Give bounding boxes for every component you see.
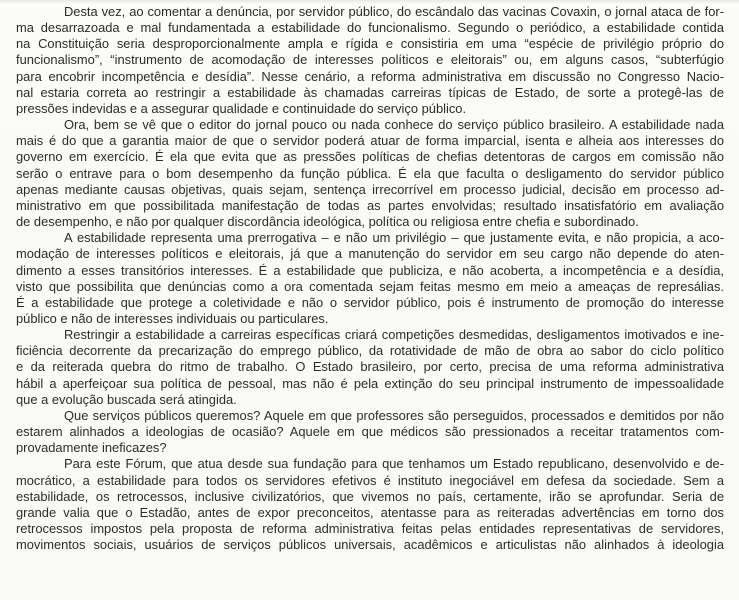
article-paragraph [16,408,724,456]
paragraph-line: mocrático, a estabilidade para todos os servidores efetivos é instituto inegociável em defesa da sociedade. Sem a [16,472,724,488]
paragraph-line: de desempenho, e não por qualquer discordância ideológica, política ou religiosa entre chefia e subordinado. [16,214,639,230]
article-paragraph [16,456,724,553]
article-paragraph [16,117,724,230]
article-paragraph [16,327,724,408]
paragraph-line: que a evolução buscada será atingida. [16,391,237,407]
paragraph-line: Que serviços públicos queremos? Aquele em que professores são perseguidos, processados e demitidos por não [64,407,724,423]
paragraph-line: estabilidade, os retrocessos, inclusive civilizatórios, que vivemos no país, certamente, irão se aprofundar. Seria de [16,488,724,504]
article-body [16,4,724,553]
paragraph-line: Ora, bem se vê que o editor do jornal pouco ou nada conhece do serviço público brasileiro. A estabilidade nada [64,117,724,133]
paragraph-line: modação de interesses políticos e eleitorais, já que a manutenção do servidor em seu cargo não depende do aten- [16,246,724,262]
paragraph-line: Desta vez, ao comentar a denúncia, por servidor público, do escândalo das vacinas Covaxin, o jornal ataca de for- [64,4,724,19]
paragraph-line: governo em exercício. É ela que evita que as pressões políticas de chefias detentoras de cargos em comissão não [16,149,724,165]
paragraph-line: grande valia que o Estadão, antes de expor preconceitos, atentasse para as reiteradas advertências em torno dos [16,504,724,520]
paragraph-line: pressões indevidas e a assegurar qualidade e continuidade do serviço público. [16,100,467,116]
paragraph-line: movimentos sociais, usuários de serviços públicos universais, acadêmicos e articulistas não alinhados à ideologia [16,537,724,553]
paragraph-line: estarem alinhados a ideologias de ocasião? Aquele em que médicos são pressionados a receitar tratamentos com- [16,424,724,440]
article-paragraph [16,4,724,117]
paragraph-line: para encobrir incompetência e desídia”. Nesse cenário, a reforma administrativa em discussão no Congresso Nacio- [16,68,724,84]
paragraph-line: visto que possibilita que denúncias como a ora comentada sejam feitas mesmo em meio a ameaças de represálias. [16,278,724,294]
paragraph-line: É a estabilidade que protege a coletividade e não o servidor público, pois é instrumento de promoção do interesse [16,294,724,310]
paragraph-line: ministrativo em que possibilitada manifestação de todas as partes envolvidas; resultado insatisfatório em avaliação [16,197,724,213]
paragraph-line: e da reiterada quebra do ritmo de trabalho. O Estado brasileiro, por certo, precisa de uma reforma administrativa [16,359,724,375]
paragraph-line: público e não de interesses individuais ou particulares. [16,310,329,326]
paragraph-line: hábil a aperfeiçoar sua política de pessoal, mas não é pela extinção do seu principal instrumento de impessoalidade [16,375,724,391]
paragraph-line: apenas mediante causas objetivas, quais sejam, sentença irrecorrível em processo judicial, decisão em processo ad- [16,181,724,197]
paragraph-line: Para este Fórum, que atua desde sua fundação para que tenhamos um Estado republicano, desenvolvido e de- [64,456,724,472]
paragraph-line: retrocessos impostos pela proposta de reforma administrativa feitas pelas entidades representativas de servidores, [16,521,724,536]
paragraph-line: Restringir a estabilidade a carreiras específicas criará competições desmedidas, desligamentos imotivados e ine- [64,327,724,343]
paragraph-line: mais é do que a garantia maior de que o servidor poderá atuar de forma imparcial, isenta e alheia aos interesses do [16,133,724,149]
paragraph-line: A estabilidade representa uma prerrogativa – e não um privilégio – que justamente evita, e não propicia, a aco- [64,230,724,246]
paragraph-line: na Constituição seria desproporcionalmente ampla e rígida e consistiria em uma “espécie de privilégio próprio do [16,36,724,52]
article-paragraph [16,230,724,327]
paragraph-line: ficiência decorrente da precarização do emprego público, da rotatividade de mão de obra ao sabor do ciclo político [16,343,724,359]
paragraph-line: funcionalismo”, “instrumento de acomodação de interesses políticos e eleitorais” ou, em alguns casos, “subterfúgio [16,52,724,68]
paragraph-line: nal estaria correta ao restringir a estabilidade às chamadas carreiras típicas de Estado, de sorte a protegê-las de [16,84,724,100]
paragraph-line: ma desarrazoada e mal fundamentada a estabilidade do funcionalismo. Segundo o periódico, a estabilidade contida [16,20,724,36]
paragraph-line: serão o entrave para o bom desempenho da função pública. É ela que faculta o desligamento do servidor público [16,165,724,181]
paragraph-line: dimento a esses transitórios interesses. É a estabilidade que publiciza, e não acoberta, a incompetência e a desídia, [16,262,724,278]
paragraph-line: provadamente ineficazes? [16,440,167,456]
